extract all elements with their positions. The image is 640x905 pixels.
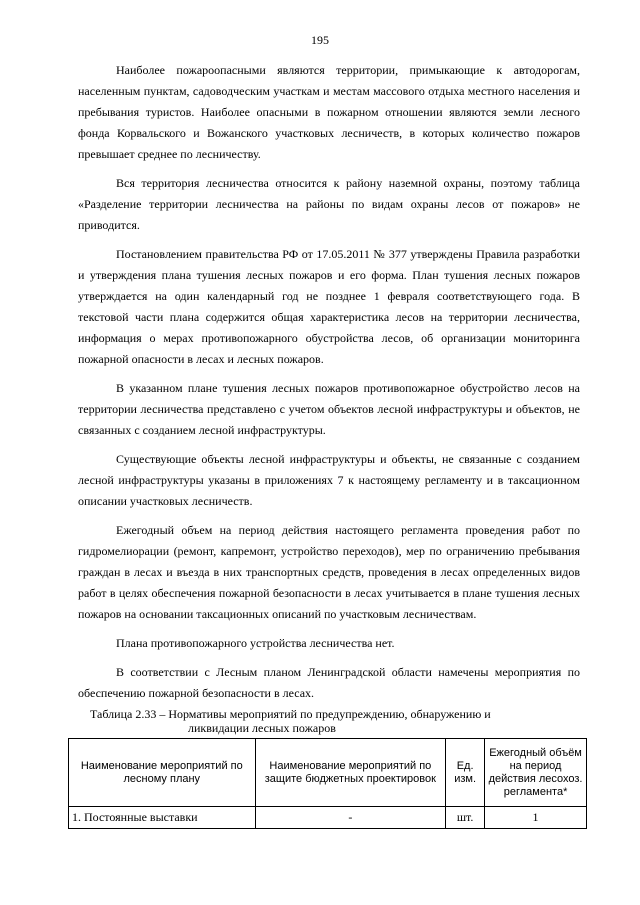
paragraph: В соответствии с Лесным планом Ленинградской области намечены мероприятия по обеспечению пожарной безопасности в лесах. <box>78 665 580 700</box>
table-cell: 1. Постоянные выставки <box>69 807 256 829</box>
norms-table <box>68 738 587 829</box>
paragraph: Вся территория лесничества относится к району наземной охраны, поэтому таблица «Разделение территории лесничества на районы по видам охраны лесов от пожаров» не приводится. <box>78 176 580 232</box>
column-header: Наименование мероприятий по лесному плану <box>69 739 256 807</box>
table-header-row <box>69 739 587 807</box>
paragraph: В указанном плане тушения лесных пожаров противопожарное обустройство лесов на территории лесничества представлено с учетом объектов лесной инфраструктуры и объектов, не связанных с созданием лесной инфраструктуры. <box>78 381 580 437</box>
table-caption-line: ликвидации лесных пожаров <box>188 721 336 735</box>
paragraph: Ежегодный объем на период действия настоящего регламента проведения работ по гидромелиорации (ремонт, капремонт, устройство переходов), мер по ограничению пребывания граждан в лесах и въезда в них транспортных средств, проведения в лесах определенных видов работ в целях обеспечения пожарной безопасности в лесах учитывается в плане тушения лесных пожаров на основании таксационных описаний по участковым лесничествам. <box>78 523 580 621</box>
page-number: 195 <box>311 33 329 47</box>
column-header: Наименование мероприятий по защите бюджетных проектировок <box>255 739 446 807</box>
paragraph: Существующие объекты лесной инфраструктуры и объекты, не связанные с созданием лесной инфраструктуры указаны в приложениях 7 к настоящему регламенту и в таксационном описании участковых лесничеств. <box>78 452 580 508</box>
table-row <box>69 807 587 829</box>
table-caption-line: Таблица 2.33 – Нормативы мероприятий по предупреждению, обнаружению и <box>90 707 491 721</box>
paragraph: Плана противопожарного устройства лесничества нет. <box>116 636 395 650</box>
table-cell: - <box>255 807 446 829</box>
table-caption <box>78 707 578 735</box>
document-body <box>78 60 580 712</box>
column-header: Ежегодный объём на период действия лесохоз. регламента* <box>485 739 587 807</box>
column-header: Ед. изм. <box>446 739 485 807</box>
table-cell: 1 <box>485 807 587 829</box>
paragraph: Постановлением правительства РФ от 17.05.2011 № 377 утверждены Правила разработки и утверждения плана тушения лесных пожаров и его форма. План тушения лесных пожаров утверждается на один календарный год не позднее 1 февраля соответствующего года. В текстовой части плана содержится общая характеристика лесов на территории лесничества, информация о мерах противопожарного обустройства лесов, об организации мониторинга пожарной опасности в лесах и лесных пожаров. <box>78 247 580 366</box>
table-cell: шт. <box>446 807 485 829</box>
paragraph: Наиболее пожароопасными являются территории, примыкающие к автодорогам, населенным пунктам, садоводческим участкам и местам массового отдыха местного населения и пребывания туристов. Наиболее опасными в пожарном отношении являются земли лесного фонда Корвальского и Вожанского участковых лесничеств, в которых количество пожаров превышает среднее по лесничеству. <box>78 63 580 161</box>
